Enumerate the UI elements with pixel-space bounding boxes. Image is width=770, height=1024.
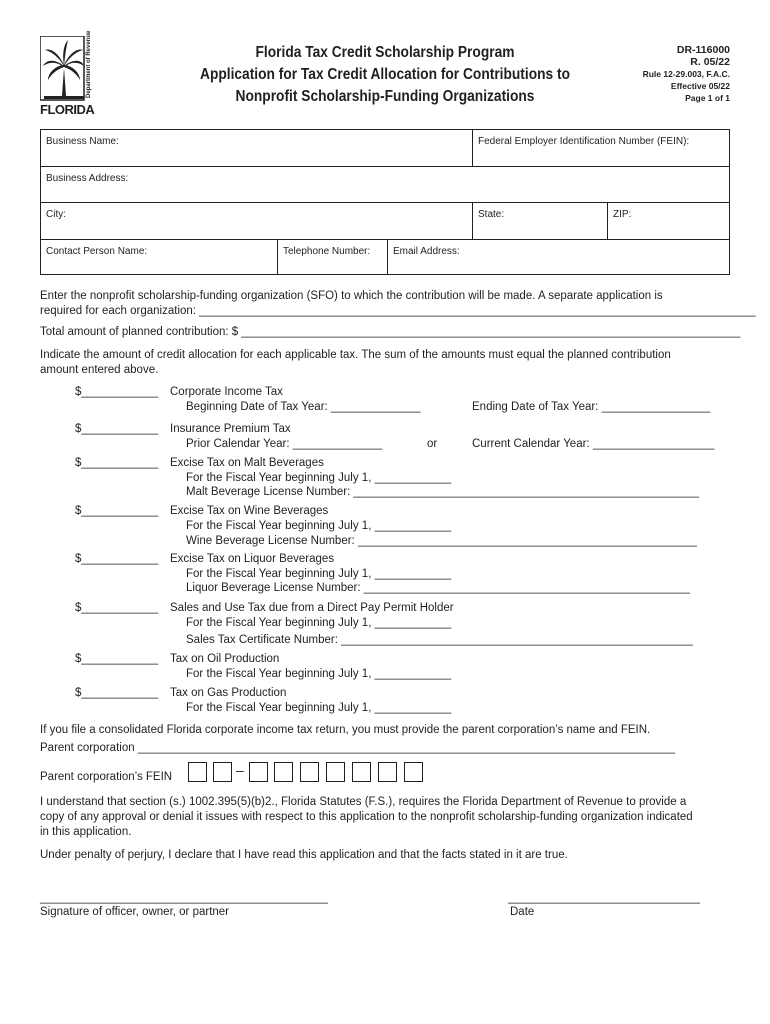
malt-amount-input[interactable]: $____________ (75, 457, 159, 469)
sales-tax-name: Sales and Use Tax due from a Direct Pay Permit Holder (170, 602, 454, 614)
gas-tax-name: Tax on Gas Production (170, 687, 287, 699)
gas-amount-input[interactable]: $____________ (75, 687, 159, 699)
indicate-line-2: amount entered above. (40, 364, 159, 376)
state-field[interactable]: State: (478, 209, 505, 220)
business-info-grid (40, 129, 730, 275)
wine-license-input[interactable]: Wine Beverage License Number: _____________________________________________________ (186, 535, 697, 547)
form-title (170, 42, 600, 108)
sfo-instruction-line-1: Enter the nonprofit scholarship-funding organization (SFO) to which the contribution will be made. A separate application is (40, 290, 663, 302)
insurance-prior-year-input[interactable]: Prior Calendar Year: ______________ (186, 438, 383, 450)
corporate-amount-input[interactable]: $____________ (75, 386, 159, 398)
insurance-current-year-input[interactable]: Current Calendar Year: ___________________ (472, 438, 715, 450)
total-contribution-input[interactable]: Total amount of planned contribution: $ ______________________________________________________________________________ (40, 326, 741, 338)
date-label: Date (510, 906, 535, 918)
fein-field[interactable]: Federal Employer Identification Number (FEIN): (478, 136, 690, 147)
fein-digit-box[interactable] (300, 762, 319, 782)
corporate-begin-date-input[interactable]: Beginning Date of Tax Year: ______________ (186, 401, 421, 413)
wine-amount-input[interactable]: $____________ (75, 505, 159, 517)
malt-tax-name: Excise Tax on Malt Beverages (170, 457, 324, 469)
sales-fiscal-year-input[interactable]: For the Fiscal Year beginning July 1, ____________ (186, 617, 452, 629)
form-meta (643, 44, 730, 104)
form-number: DR-116000 (676, 44, 730, 56)
florida-dor-logo (40, 30, 98, 118)
fein-dash: – (236, 762, 244, 778)
fein-digit-box[interactable] (213, 762, 232, 782)
wine-fiscal-year-input[interactable]: For the Fiscal Year beginning July 1, ____________ (186, 520, 452, 532)
title-line-3: Nonprofit Scholarship-Funding Organizations (235, 88, 535, 105)
date-input[interactable]: ______________________________ (508, 892, 700, 904)
indicate-line-1: Indicate the amount of credit allocation for each applicable tax. The sum of the amounts must equal the planned contribution (40, 349, 671, 361)
title-line-2: Application for Tax Credit Allocation for Contributions to (200, 66, 570, 83)
insurance-or-text: or (427, 438, 438, 450)
insurance-amount-input[interactable]: $____________ (75, 423, 159, 435)
parent-corporation-input[interactable]: Parent corporation ____________________________________________________________________________________ (40, 742, 676, 754)
logo-wordmark: FLORIDA (40, 102, 95, 117)
signature-label: Signature of officer, owner, or partner (40, 906, 230, 918)
title-line-1: Florida Tax Credit Scholarship Program (255, 44, 515, 61)
insurance-tax-name: Insurance Premium Tax (170, 423, 291, 435)
telephone-field[interactable]: Telephone Number: (283, 246, 371, 257)
parent-fein-label: Parent corporation’s FEIN (40, 771, 173, 783)
fein-digit-box[interactable] (326, 762, 345, 782)
fein-digit-box[interactable] (274, 762, 293, 782)
fein-digit-box[interactable] (249, 762, 268, 782)
signature-input[interactable]: _____________________________________________ (40, 892, 328, 904)
logo-side-text: Department of Revenue (86, 30, 92, 98)
wine-tax-name: Excise Tax on Wine Beverages (170, 505, 329, 517)
zip-field[interactable]: ZIP: (613, 209, 632, 220)
malt-fiscal-year-input[interactable]: For the Fiscal Year beginning July 1, ____________ (186, 472, 452, 484)
malt-license-input[interactable]: Malt Beverage License Number: ______________________________________________________ (186, 486, 699, 498)
form-effective: Effective 05/22 (670, 81, 730, 91)
corporate-tax-name: Corporate Income Tax (170, 386, 283, 398)
oil-amount-input[interactable]: $____________ (75, 653, 159, 665)
understand-line-3: in this application. (40, 826, 132, 838)
fein-digit-box[interactable] (378, 762, 397, 782)
contact-person-field[interactable]: Contact Person Name: (46, 246, 148, 257)
city-field[interactable]: City: (46, 209, 66, 220)
liquor-amount-input[interactable]: $____________ (75, 553, 159, 565)
fein-digit-box[interactable] (404, 762, 423, 782)
oil-fiscal-year-input[interactable]: For the Fiscal Year beginning July 1, ____________ (186, 668, 452, 680)
form-page: Page 1 of 1 (685, 93, 730, 103)
sfo-name-input[interactable]: required for each organization: _______________________________________________________________________________________ (40, 305, 756, 317)
form-revision: R. 05/22 (690, 56, 730, 68)
consolidated-note: If you file a consolidated Florida corporate income tax return, you must provide the parent corporation’s name and FEIN. (40, 724, 651, 736)
liquor-license-input[interactable]: Liquor Beverage License Number: ___________________________________________________ (186, 582, 690, 594)
gas-fiscal-year-input[interactable]: For the Fiscal Year beginning July 1, ____________ (186, 702, 452, 714)
oil-tax-name: Tax on Oil Production (170, 653, 280, 665)
sales-certificate-input[interactable]: Sales Tax Certificate Number: _______________________________________________________ (186, 634, 693, 646)
sales-amount-input[interactable]: $____________ (75, 602, 159, 614)
business-name-field[interactable]: Business Name: (46, 136, 119, 147)
email-field[interactable]: Email Address: (393, 246, 460, 257)
liquor-fiscal-year-input[interactable]: For the Fiscal Year beginning July 1, ____________ (186, 568, 452, 580)
fein-digit-box[interactable] (352, 762, 371, 782)
perjury-statement: Under penalty of perjury, I declare that I have read this application and that the facts stated in it are true. (40, 849, 568, 861)
corporate-end-date-input[interactable]: Ending Date of Tax Year: _________________ (472, 401, 711, 413)
business-address-field[interactable]: Business Address: (46, 173, 129, 184)
understand-line-2: copy of any approval or denial it issues with respect to this application to the nonprofit scholarship-funding organization indicated (40, 811, 693, 823)
fein-digit-box[interactable] (188, 762, 207, 782)
liquor-tax-name: Excise Tax on Liquor Beverages (170, 553, 335, 565)
understand-line-1: I understand that section (s.) 1002.395(5)(b)2., Florida Statutes (F.S.), requires the Florida Department of Revenue to provide a (40, 796, 687, 808)
form-rule: Rule 12-29.003, F.A.C. (642, 69, 730, 79)
